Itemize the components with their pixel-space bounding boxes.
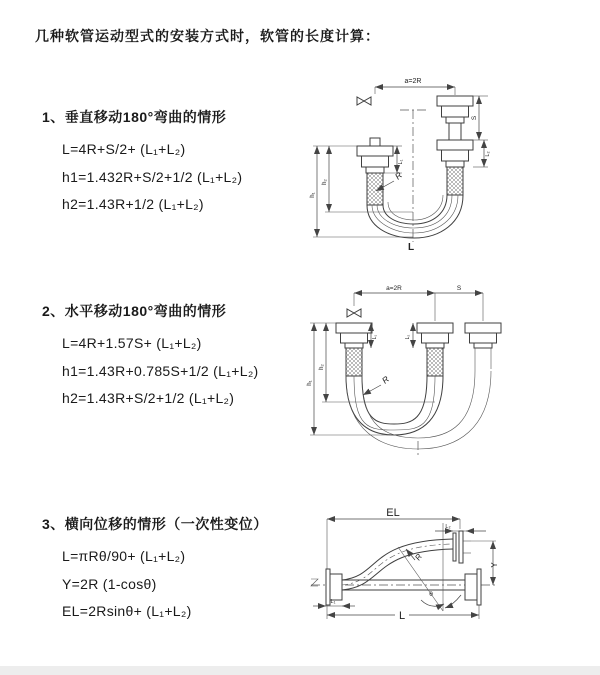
formula-1-h2: h2=1.43R+1/2 (L₁+L₂) — [62, 196, 204, 212]
formula-3-Y: Y=2R (1-cosθ) — [62, 575, 157, 592]
right-hose-fitting-lower — [437, 140, 473, 195]
diagram-vertical-180-bend — [300, 70, 595, 265]
s-curve-hose — [342, 539, 453, 590]
right-hose-fitting-moved — [465, 323, 501, 371]
dim-label-L1: L₁ — [372, 334, 378, 340]
diagram-horizontal-180-bend — [300, 283, 600, 461]
dim-label-EL: EL — [386, 507, 400, 519]
section-3-heading: 3、横向位移的情形（一次性变位） — [42, 516, 268, 532]
formula-2-h1: h1=1.43R+0.785S+1/2 (L₁+L₂) — [62, 362, 259, 379]
formula-2-h2: h2=1.43R+S/2+1/2 (L₁+L₂) — [62, 390, 235, 406]
dim-label-L2: L₂ — [405, 334, 411, 340]
dim-label-S: S — [456, 285, 462, 292]
dim-label-L1: L₁ — [398, 159, 404, 165]
middle-hose-fitting — [417, 323, 453, 376]
dim-label-L2: L₂ — [445, 524, 451, 530]
dim-label-h1: h₁ — [310, 192, 316, 198]
dim-label-L: L — [398, 610, 406, 622]
valve-symbol — [357, 97, 371, 105]
dim-label-L1: L₁ — [330, 599, 336, 605]
dim-label-theta: θ — [429, 591, 433, 598]
dim-label-a2R: a=2R — [386, 285, 402, 292]
dim-label-R: R — [413, 552, 424, 563]
section-1-heading: 1、垂直移动180°弯曲的情形 — [42, 109, 227, 125]
dim-label-L2: L₂ — [485, 151, 491, 157]
formula-3-EL: EL=2Rsinθ+ (L₁+L₂) — [62, 603, 192, 619]
section-3 — [42, 514, 268, 626]
formula-2-L: L=4R+1.57S+ (L₁+L₂) — [62, 335, 202, 351]
left-hose-fitting — [357, 138, 393, 205]
page-title: 几种软管运动型式的安装方式时，软管的长度计算： — [35, 28, 380, 44]
dim-label-S: S — [471, 115, 478, 121]
valve-symbol — [347, 309, 361, 317]
dim-label-h2: h₂ — [319, 364, 325, 370]
dim-label-R: R — [379, 373, 391, 386]
dim-label-h1: h₁ — [307, 380, 313, 386]
formula-3-L: L=πRθ/90+ (L₁+L₂) — [62, 548, 186, 564]
dim-label-R: R — [392, 169, 404, 182]
formula-1-h1: h1=1.432R+S/2+1/2 (L₁+L₂) — [62, 168, 243, 185]
dim-label-h2: h₂ — [322, 179, 328, 185]
right-flange — [465, 569, 481, 605]
section-1 — [42, 107, 242, 219]
upper-flange — [453, 531, 471, 563]
section-2 — [42, 301, 259, 413]
formula-1-L: L=4R+S/2+ (L₁+L₂) — [62, 141, 186, 157]
dim-label-a2R: a=2R — [404, 78, 422, 85]
left-hose-fitting — [336, 323, 372, 376]
section-2-heading: 2、水平移动180°弯曲的情形 — [42, 303, 227, 319]
hose-u-bend-main — [346, 373, 443, 435]
right-hose-fitting-upper — [437, 96, 473, 140]
dim-label-L: L — [407, 242, 415, 253]
page-bottom-edge — [0, 666, 600, 675]
hose-u-bend-moved — [346, 371, 491, 449]
diagram-lateral-displacement — [303, 503, 598, 658]
dim-label-Y: Y — [490, 562, 499, 568]
